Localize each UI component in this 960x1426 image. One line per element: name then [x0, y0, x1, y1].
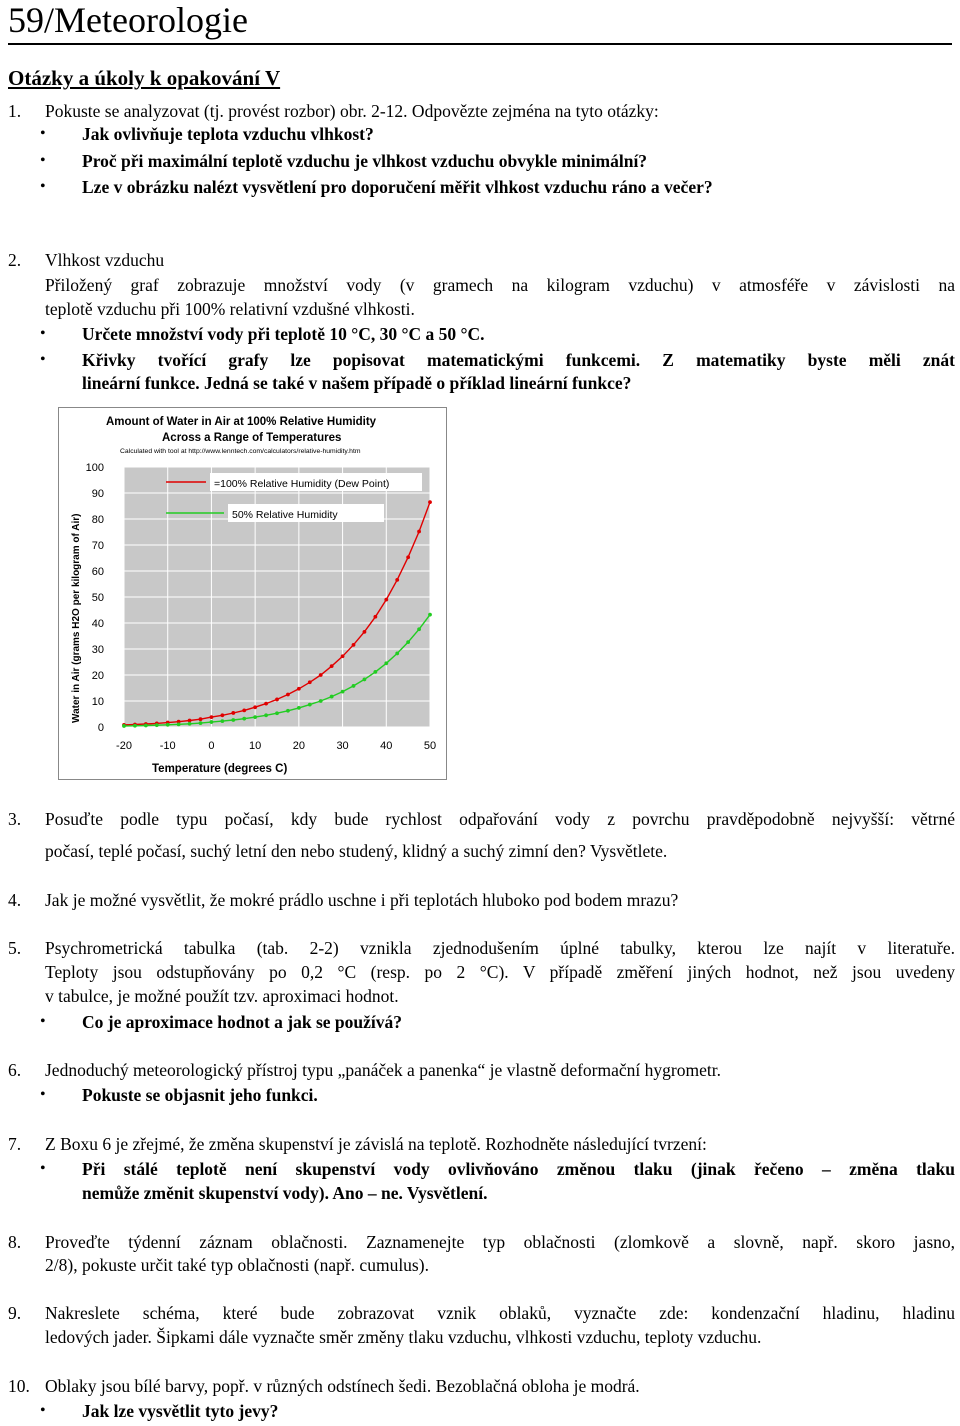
- q8-number: 8.: [8, 1232, 22, 1252]
- y-tick-label: 30: [91, 644, 104, 656]
- q10-text: Oblaky jsou bílé barvy, popř. v různých odstínech šedi. Bezoblačná obloha je modrá.: [45, 1376, 640, 1396]
- x-tick-label: 0: [208, 740, 215, 752]
- x-tick-label: -20: [116, 740, 132, 752]
- q4-number: 4.: [8, 890, 22, 910]
- bullet-icon: •: [40, 1160, 46, 1177]
- q6-text: Jednoduchý meteorologický přístroj typu „panáček a panenka“ je vlastně deformační hygrometr.: [45, 1060, 721, 1080]
- q5-line-2: Teploty jsou odstupňovány po 0,2 °C (resp. po 2 °C). V případě změření jiných hodnot, než jsou uvedeny: [45, 962, 955, 982]
- q6-bullet: Pokuste se objasnit jeho funkci.: [82, 1085, 318, 1105]
- data-point: [395, 578, 399, 582]
- data-point: [319, 673, 323, 677]
- x-tick-label: -10: [159, 740, 176, 752]
- y-tick-label: 90: [91, 488, 104, 500]
- data-point: [428, 613, 432, 617]
- q2-number: 2.: [8, 250, 22, 270]
- q2-bullet-1: Určete množství vody při teplotě 10 °C, 30 °C a 50 °C.: [82, 324, 485, 344]
- y-tick-label: 100: [85, 462, 104, 474]
- data-point: [264, 702, 268, 706]
- y-tick-label: 80: [91, 514, 104, 526]
- y-tick-label: 40: [91, 618, 104, 630]
- title-divider: [8, 43, 952, 45]
- bullet-icon: •: [40, 1086, 46, 1103]
- bullet-icon: •: [40, 152, 46, 169]
- q5-line-3: v tabulce, je možné použít tzv. aproximaci hodnot.: [45, 986, 399, 1006]
- chart-credit: Calculated with tool at http://www.lenntech.com/calculators/relative-humidity.htm: [120, 448, 361, 455]
- data-point: [341, 654, 345, 658]
- bullet-icon: •: [40, 1013, 46, 1030]
- data-point: [264, 713, 268, 717]
- data-point: [220, 719, 224, 723]
- data-point: [253, 705, 257, 709]
- data-point: [384, 598, 388, 602]
- q1-bullet-3: Lze v obrázku nalézt vysvětlení pro doporučení měřit vlhkost vzduchu ráno a večer?: [82, 177, 713, 197]
- y-tick-label: 70: [91, 540, 104, 552]
- page-title: 59/Meteorologie: [8, 0, 248, 40]
- data-point: [352, 684, 356, 688]
- section-heading: Otázky a úkoly k opakování V: [8, 66, 281, 90]
- q7-number: 7.: [8, 1134, 22, 1154]
- q9-line-1: Nakreslete schéma, které bude zobrazovat vznik oblaků, vyznačte zde: kondenzační hladinu, hladinu: [45, 1303, 955, 1323]
- q9-number: 9.: [8, 1303, 22, 1323]
- q7-bullet-line-1: Při stálé teplotě není skupenství vody ovlivňováno změnou tlaku (jinak řečeno – změna tlaku: [82, 1159, 955, 1179]
- data-point: [210, 715, 214, 719]
- data-point: [286, 709, 290, 713]
- x-tick-label: 50: [423, 740, 437, 752]
- x-tick-label: 20: [292, 740, 305, 752]
- q2-paragraph-line-2: teplotě vzduchu při 100% relativní vzdušné vlhkosti.: [45, 299, 415, 319]
- chart-title: Amount of Water in Air at 100% Relative Humidity: [106, 416, 377, 428]
- bullet-icon: •: [40, 125, 46, 142]
- data-point: [308, 680, 312, 684]
- data-point: [286, 693, 290, 697]
- data-point: [122, 724, 126, 728]
- y-tick-label: 0: [97, 722, 104, 734]
- q8-line-2: 2/8), pokuste určit také typ oblačnosti (např. cumulus).: [45, 1255, 429, 1275]
- data-point: [253, 715, 257, 719]
- data-point: [275, 711, 279, 715]
- data-point: [231, 718, 235, 722]
- data-point: [352, 643, 356, 647]
- data-point: [199, 717, 203, 721]
- data-point: [373, 670, 377, 674]
- data-point: [231, 711, 235, 715]
- data-point: [199, 721, 203, 725]
- bullet-icon: •: [40, 1402, 46, 1419]
- x-tick-label: 40: [380, 740, 393, 752]
- data-point: [188, 722, 192, 726]
- bullet-icon: •: [40, 178, 46, 195]
- q2-paragraph-line-1: Přiložený graf zobrazuje množství vody (v gramech na kilogram vzduchu) v atmosféře v závislosti na: [45, 275, 955, 295]
- data-point: [242, 708, 246, 712]
- q3-number: 3.: [8, 809, 22, 829]
- q1-number: 1.: [8, 101, 22, 121]
- data-point: [330, 695, 334, 699]
- q2-bullet-2-line-1: Křivky tvořící grafy lze popisovat matematickými funkcemi. Z matematiky byste měli znát: [82, 350, 955, 370]
- q7-bullet-line-2: nemůže změnit skupenství vody). Ano – ne. Vysvětlení.: [82, 1183, 488, 1203]
- data-point: [308, 703, 312, 707]
- chart-subtitle: Across a Range of Temperatures: [162, 432, 342, 444]
- q9-line-2: ledových jader. Šipkami dále vyznačte směr změny tlaku vzduchu, vlhkosti vzduchu, teploty vzduchu.: [45, 1327, 762, 1347]
- q10-number: 10.: [8, 1376, 30, 1396]
- q2-bullet-2-line-2: lineární funkce. Jedná se také v našem případě o příklad lineární funkce?: [82, 373, 632, 393]
- x-axis-label: Temperature (degrees C): [152, 763, 288, 775]
- y-tick-label: 10: [91, 696, 104, 708]
- q5-bullet: Co je aproximace hodnot a jak se používá?: [82, 1012, 403, 1032]
- x-tick-label: 30: [336, 740, 349, 752]
- q1-bullet-2: Proč při maximální teplotě vzduchu je vlhkost vzduchu obvykle minimální?: [82, 151, 648, 171]
- data-point: [330, 664, 334, 668]
- data-point: [210, 720, 214, 724]
- data-point: [428, 500, 432, 504]
- data-point: [341, 690, 345, 694]
- legend-label-50: 50% Relative Humidity: [232, 509, 338, 521]
- q4-text: Jak je možné vysvětlit, že mokré prádlo uschne i při teplotách hluboko pod bodem mrazu?: [45, 890, 679, 910]
- q2-title: Vlhkost vzduchu: [45, 250, 165, 270]
- q8-line-1: Proveďte týdenní záznam oblačnosti. Zaznamenejte typ oblačnosti (zlomkově a slovně, např. skoro jasno,: [45, 1232, 955, 1252]
- data-point: [384, 661, 388, 665]
- q6-number: 6.: [8, 1060, 22, 1080]
- q7-text: Z Boxu 6 je zřejmé, že změna skupenství je závislá na teplotě. Rozhodněte následující tvrzení:: [45, 1134, 707, 1154]
- y-axis-label: Water in Air (grams H2O per kilogram of Air): [71, 513, 82, 723]
- data-point: [297, 687, 301, 691]
- data-point: [406, 555, 410, 559]
- q1-text: Pokuste se analyzovat (tj. provést rozbor) obr. 2-12. Odpovězte zejména na tyto otázky:: [45, 101, 659, 121]
- y-tick-label: 20: [91, 670, 104, 682]
- x-tick-label: 10: [249, 740, 262, 752]
- bullet-icon: •: [40, 351, 46, 368]
- q10-bullet: Jak lze vysvětlit tyto jevy?: [82, 1401, 279, 1421]
- data-point: [220, 713, 224, 717]
- data-point: [166, 723, 170, 727]
- data-point: [297, 706, 301, 710]
- data-point: [417, 627, 421, 631]
- data-point: [144, 724, 148, 728]
- data-point: [242, 717, 246, 721]
- data-point: [177, 722, 181, 726]
- data-point: [363, 630, 367, 634]
- data-point: [319, 699, 323, 703]
- data-point: [406, 640, 410, 644]
- y-tick-label: 50: [91, 592, 104, 604]
- data-point: [363, 678, 367, 682]
- legend-label-dew-point: =100% Relative Humidity (Dew Point): [214, 478, 390, 490]
- data-point: [373, 615, 377, 619]
- data-point: [188, 719, 192, 723]
- bullet-icon: •: [40, 325, 46, 342]
- q3-line-2: počasí, teplé počasí, suchý letní den nebo studený, klidný a suchý zimní den? Vysvětlete.: [45, 841, 668, 861]
- q5-number: 5.: [8, 938, 22, 958]
- data-point: [275, 698, 279, 702]
- y-tick-label: 60: [91, 566, 104, 578]
- data-point: [417, 530, 421, 534]
- q1-bullet-1: Jak ovlivňuje teplota vzduchu vlhkost?: [82, 124, 374, 144]
- data-point: [133, 724, 137, 728]
- data-point: [155, 723, 159, 727]
- data-point: [395, 652, 399, 656]
- humidity-chart-svg: [58, 407, 447, 780]
- q5-line-1: Psychrometrická tabulka (tab. 2-2) vznikla zjednodušením úplné tabulky, kterou lze najít v literatuře.: [45, 938, 955, 958]
- q3-line-1: Posuďte podle typu počasí, kdy bude rychlost odpařování vody z povrchu pravděpodobně nejvyšší: větrné: [45, 809, 955, 829]
- humidity-chart: [58, 407, 447, 780]
